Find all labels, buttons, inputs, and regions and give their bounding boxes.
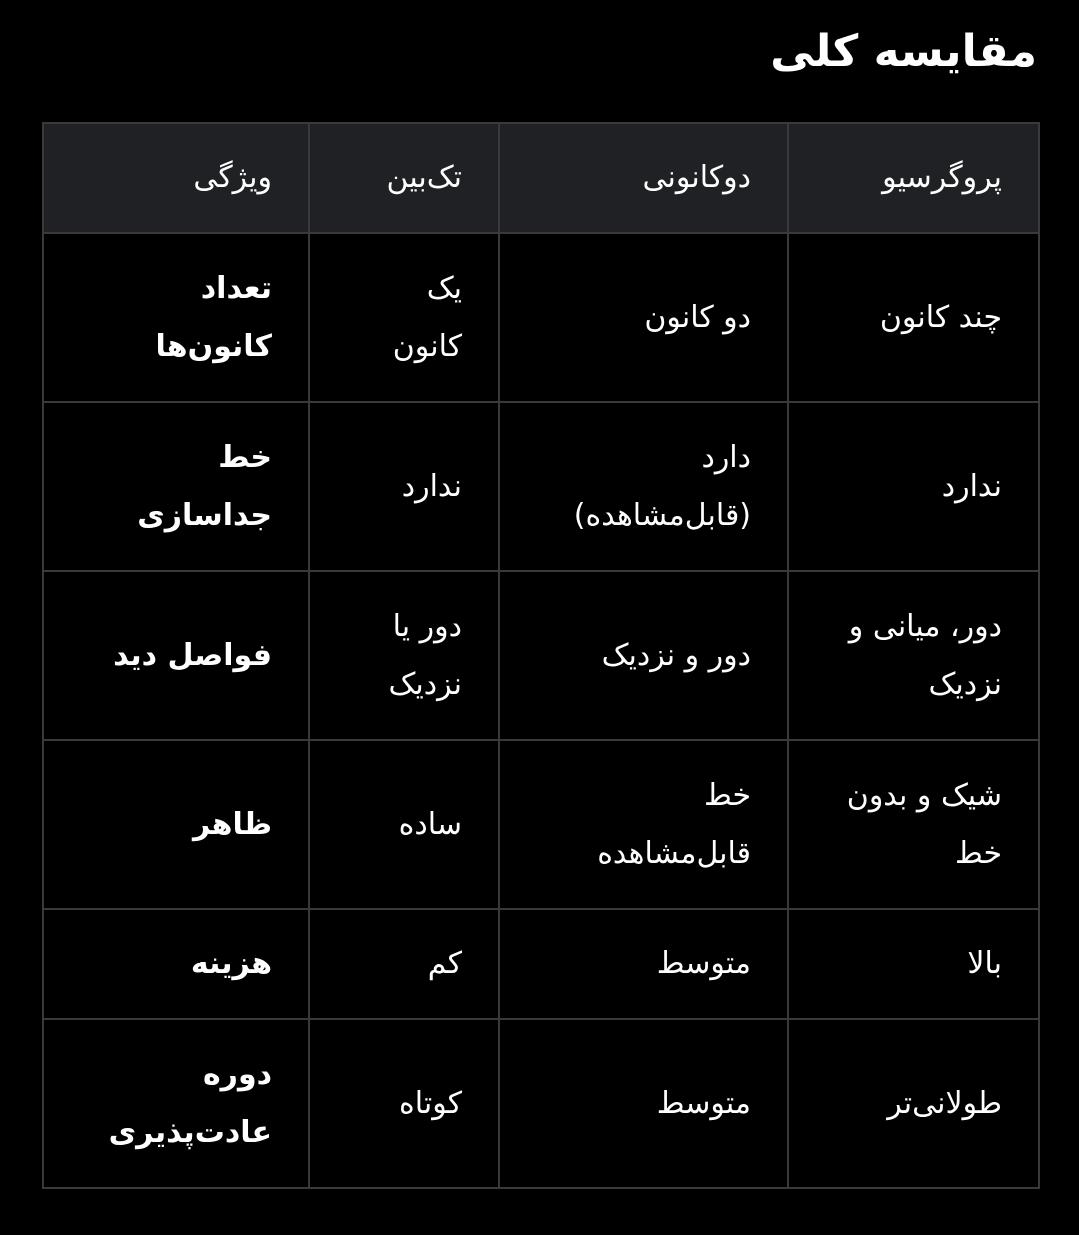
cell-text: خط جداسازی — [137, 439, 272, 533]
cell-text: متوسط — [656, 1085, 751, 1121]
header-progressive: پروگرسیو — [788, 123, 1039, 233]
table-row — [43, 909, 1039, 1019]
cell-bifocal — [499, 402, 788, 571]
cell-progressive — [788, 233, 1039, 402]
table-row — [43, 233, 1039, 402]
cell-bifocal — [499, 571, 788, 740]
cell-text: ساده — [398, 806, 462, 842]
cell-text: کم — [427, 946, 462, 981]
cell-feature — [43, 740, 309, 909]
cell-text: ندارد — [401, 468, 462, 504]
header-single-vision: تک‌بین — [309, 123, 499, 233]
cell-text: شیک و بدون خط — [846, 777, 1002, 871]
cell-single-vision — [309, 909, 499, 1019]
cell-progressive — [788, 1019, 1039, 1188]
cell-single-vision — [309, 740, 499, 909]
cell-single-vision — [309, 571, 499, 740]
table-row — [43, 1019, 1039, 1188]
cell-feature — [43, 402, 309, 571]
page-title: مقایسه کلی — [770, 26, 1037, 77]
cell-progressive — [788, 909, 1039, 1019]
cell-bifocal — [499, 233, 788, 402]
cell-text: دور، میانی و نزدیک — [848, 608, 1002, 702]
cell-single-vision — [309, 233, 499, 402]
cell-single-vision — [309, 402, 499, 571]
cell-text: یک کانون — [392, 270, 462, 364]
cell-text: فواصل دید — [113, 637, 272, 673]
cell-text: تعداد کانون‌ها — [155, 270, 272, 364]
cell-text: متوسط — [656, 946, 751, 981]
cell-feature — [43, 1019, 309, 1188]
cell-feature — [43, 233, 309, 402]
cell-progressive — [788, 740, 1039, 909]
cell-text: هزینه — [190, 946, 272, 981]
cell-text: دور و نزدیک — [601, 637, 751, 673]
cell-text: دوره عادت‌پذیری — [108, 1056, 272, 1150]
cell-progressive — [788, 571, 1039, 740]
cell-progressive — [788, 402, 1039, 571]
table-header-row — [43, 123, 1039, 233]
table-row — [43, 402, 1039, 571]
cell-text: چند کانون — [879, 299, 1002, 335]
cell-text: ندارد — [941, 468, 1002, 504]
table-row — [43, 571, 1039, 740]
cell-bifocal — [499, 1019, 788, 1188]
cell-text: کوتاه — [399, 1085, 462, 1121]
cell-text: خط قابل‌مشاهده — [597, 777, 751, 871]
cell-feature — [43, 909, 309, 1019]
cell-feature — [43, 571, 309, 740]
cell-single-vision — [309, 1019, 499, 1188]
cell-bifocal — [499, 909, 788, 1019]
cell-text: دو کانون — [644, 299, 751, 335]
comparison-table — [42, 122, 1040, 1189]
cell-text: دارد (قابل‌مشاهده) — [573, 439, 751, 533]
header-feature: ویژگی — [43, 123, 309, 233]
cell-bifocal — [499, 740, 788, 909]
cell-text: طولانی‌تر — [887, 1085, 1002, 1121]
cell-text: ظاهر — [193, 806, 272, 842]
table-row — [43, 740, 1039, 909]
cell-text: دور یا نزدیک — [388, 608, 462, 702]
header-bifocal: دوکانونی — [499, 123, 788, 233]
cell-text: بالا — [967, 946, 1002, 981]
